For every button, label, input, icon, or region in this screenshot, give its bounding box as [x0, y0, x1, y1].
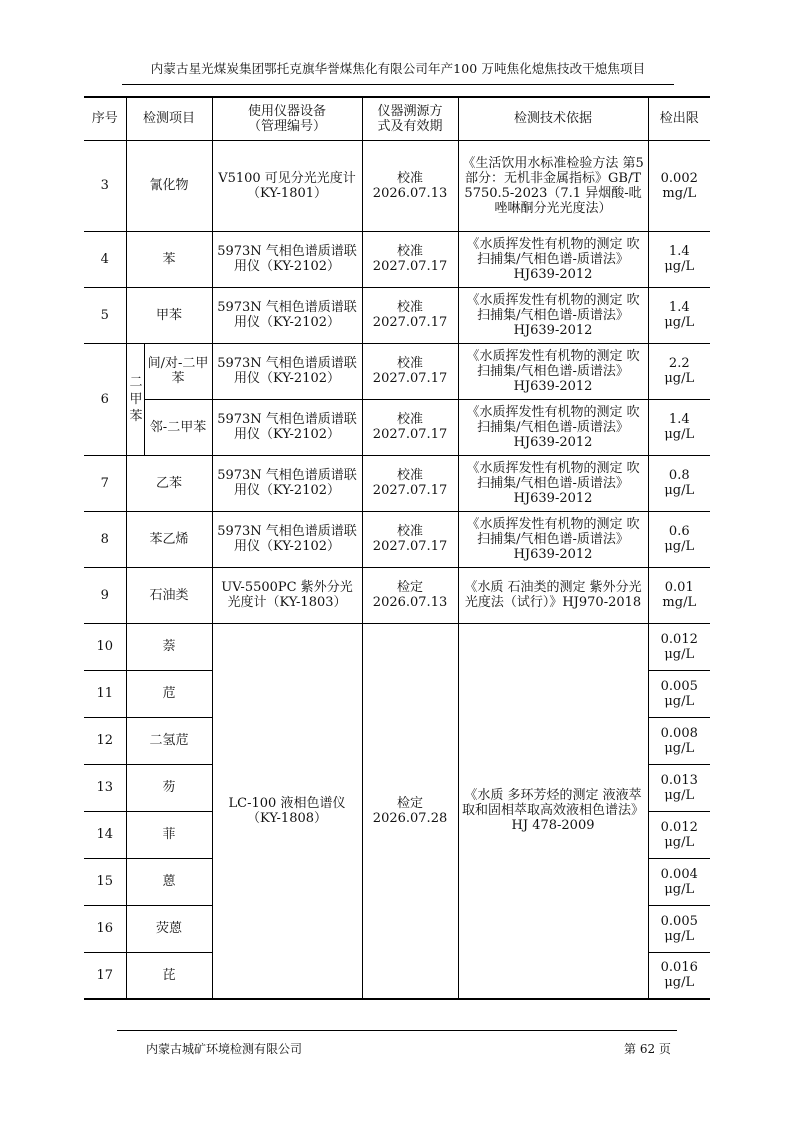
row-item: 乙苯	[126, 455, 212, 511]
detection-methods-table	[84, 96, 710, 1000]
row-item: 石油类	[126, 567, 212, 623]
row-traceability: 校准 2027.07.17	[362, 343, 458, 399]
row-limit: 0.008 μg/L	[648, 717, 710, 764]
row-limit: 0.004 μg/L	[648, 858, 710, 905]
row-traceability: 校准 2027.07.17	[362, 455, 458, 511]
row-item: 氰化物	[126, 140, 212, 231]
table-row	[84, 287, 710, 343]
row-instrument: UV-5500PC 紫外分光光度计（KY-1803）	[212, 567, 362, 623]
row-basis: 《水质 多环芳烃的测定 液液萃取和固相萃取高效液相色谱法》HJ 478-2009	[458, 623, 648, 999]
row-serial: 3	[84, 140, 126, 231]
row-instrument: V5100 可见分光光度计（KY-1801）	[212, 140, 362, 231]
row-item: 二氢苊	[126, 717, 212, 764]
row-limit: 1.4 μg/L	[648, 399, 710, 455]
group-label-char: 甲	[129, 391, 143, 407]
group-label-char: 二	[129, 374, 143, 390]
row-instrument: 5973N 气相色谱质谱联用仪（KY-2102）	[212, 343, 362, 399]
row-group-label	[126, 343, 144, 455]
row-basis: 《水质挥发性有机物的测定 吹扫捕集/气相色谱-质谱法》HJ639-2012	[458, 511, 648, 567]
row-serial: 6	[84, 343, 126, 455]
table-row	[84, 455, 710, 511]
row-item: 芴	[126, 764, 212, 811]
row-basis: 《水质 石油类的测定 紫外分光光度法（试行）》HJ970-2018	[458, 567, 648, 623]
row-limit: 1.4 μg/L	[648, 231, 710, 287]
row-limit: 0.01 mg/L	[648, 567, 710, 623]
column-header-serial: 序号	[84, 97, 126, 140]
row-item: 苯乙烯	[126, 511, 212, 567]
row-limit: 2.2 μg/L	[648, 343, 710, 399]
column-header-limit: 检出限	[648, 97, 710, 140]
row-limit: 0.6 μg/L	[648, 511, 710, 567]
footer-page-number: 第 62 页	[624, 1042, 671, 1056]
row-traceability: 校准 2027.07.17	[362, 511, 458, 567]
row-traceability: 校准 2027.07.17	[362, 287, 458, 343]
row-basis: 《水质挥发性有机物的测定 吹扫捕集/气相色谱-质谱法》HJ639-2012	[458, 399, 648, 455]
column-header-item: 检测项目	[126, 97, 212, 140]
table-row	[84, 623, 710, 670]
row-limit: 0.016 μg/L	[648, 952, 710, 999]
row-serial: 13	[84, 764, 126, 811]
footer-divider	[117, 1030, 677, 1031]
row-basis: 《水质挥发性有机物的测定 吹扫捕集/气相色谱-质谱法》HJ639-2012	[458, 287, 648, 343]
row-limit: 0.012 μg/L	[648, 623, 710, 670]
row-serial: 10	[84, 623, 126, 670]
row-limit: 0.013 μg/L	[648, 764, 710, 811]
row-serial: 4	[84, 231, 126, 287]
row-traceability: 检定 2026.07.28	[362, 623, 458, 999]
header-divider	[122, 84, 674, 85]
row-limit: 1.4 μg/L	[648, 287, 710, 343]
footer-company: 内蒙古城矿环境检测有限公司	[146, 1042, 303, 1056]
row-item: 苊	[126, 670, 212, 717]
row-limit: 0.002 mg/L	[648, 140, 710, 231]
table-row	[84, 343, 710, 399]
row-basis: 《水质挥发性有机物的测定 吹扫捕集/气相色谱-质谱法》HJ639-2012	[458, 231, 648, 287]
column-header-instrument: 使用仪器设备 （管理编号）	[212, 97, 362, 140]
table-row	[84, 399, 710, 455]
row-instrument: 5973N 气相色谱质谱联用仪（KY-2102）	[212, 455, 362, 511]
row-basis: 《水质挥发性有机物的测定 吹扫捕集/气相色谱-质谱法》HJ639-2012	[458, 343, 648, 399]
row-traceability: 校准 2026.07.13	[362, 140, 458, 231]
row-serial: 5	[84, 287, 126, 343]
row-limit: 0.005 μg/L	[648, 905, 710, 952]
row-instrument: 5973N 气相色谱质谱联用仪（KY-2102）	[212, 287, 362, 343]
row-traceability: 校准 2027.07.17	[362, 399, 458, 455]
row-item: 荧蒽	[126, 905, 212, 952]
row-item: 苯	[126, 231, 212, 287]
row-item: 甲苯	[126, 287, 212, 343]
row-item: 菲	[126, 811, 212, 858]
row-item: 萘	[126, 623, 212, 670]
column-header-traceability: 仪器溯源方 式及有效期	[362, 97, 458, 140]
row-limit: 0.012 μg/L	[648, 811, 710, 858]
row-serial: 12	[84, 717, 126, 764]
table-header-row	[84, 97, 710, 140]
row-limit: 0.8 μg/L	[648, 455, 710, 511]
row-basis: 《水质挥发性有机物的测定 吹扫捕集/气相色谱-质谱法》HJ639-2012	[458, 455, 648, 511]
table-row	[84, 231, 710, 287]
row-item: 蒽	[126, 858, 212, 905]
row-instrument: 5973N 气相色谱质谱联用仪（KY-2102）	[212, 399, 362, 455]
row-serial: 16	[84, 905, 126, 952]
row-instrument: 5973N 气相色谱质谱联用仪（KY-2102）	[212, 231, 362, 287]
row-serial: 15	[84, 858, 126, 905]
row-item: 间/对-二甲苯	[144, 343, 212, 399]
row-instrument: 5973N 气相色谱质谱联用仪（KY-2102）	[212, 511, 362, 567]
row-serial: 9	[84, 567, 126, 623]
row-serial: 17	[84, 952, 126, 999]
table-row	[84, 511, 710, 567]
row-item: 芘	[126, 952, 212, 999]
column-header-basis: 检测技术依据	[458, 97, 648, 140]
row-serial: 11	[84, 670, 126, 717]
row-item: 邻-二甲苯	[144, 399, 212, 455]
table-row	[84, 140, 710, 231]
row-serial: 7	[84, 455, 126, 511]
row-traceability: 检定 2026.07.13	[362, 567, 458, 623]
row-basis: 《生活饮用水标准检验方法 第5 部分：无机非金属指标》GB/T 5750.5-2023（7.1 异烟酸-吡唑啉酮分光光度法）	[458, 140, 648, 231]
row-instrument: LC-100 液相色谱仪（KY-1808）	[212, 623, 362, 999]
row-serial: 8	[84, 511, 126, 567]
row-limit: 0.005 μg/L	[648, 670, 710, 717]
row-traceability: 校准 2027.07.17	[362, 231, 458, 287]
document-header-title: 内蒙古星光煤炭集团鄂托克旗华誉煤焦化有限公司年产100 万吨焦化熄焦技改干熄焦项目	[150, 61, 646, 76]
row-serial: 14	[84, 811, 126, 858]
table-row	[84, 567, 710, 623]
group-label-char: 苯	[129, 408, 143, 424]
